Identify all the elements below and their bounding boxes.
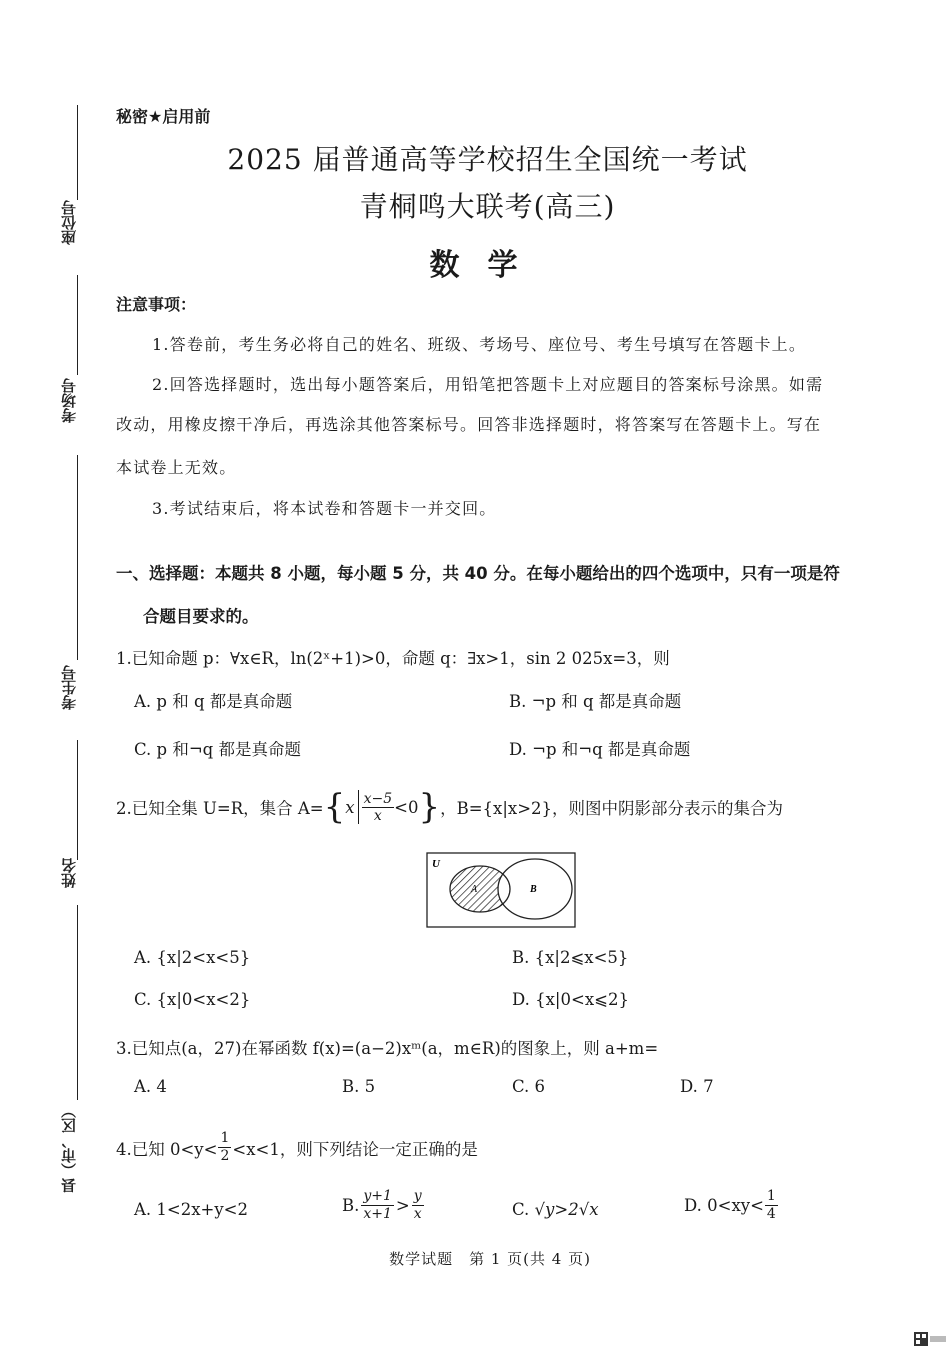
notice-item-1: 1.答卷前，考生务必将自己的姓名、班级、考场号、座位号、考生号填写在答题卡上。 bbox=[152, 335, 807, 354]
section-1-heading-cont: 合题目要求的。 bbox=[143, 607, 259, 626]
venn-label-u: U bbox=[432, 858, 440, 870]
question-4-option-a: A. 1<2x+y<2 bbox=[134, 1200, 249, 1219]
venn-label-b: B bbox=[530, 884, 537, 895]
notice-item-2-line-3: 本试卷上无效。 bbox=[116, 458, 237, 477]
question-2-stem-post: ，B={x|x>2}，则图中阴影部分表示的集合为 bbox=[440, 799, 784, 818]
question-4-stem bbox=[116, 1130, 478, 1165]
option-d-label: D. 0<xy< bbox=[684, 1196, 764, 1215]
fraction bbox=[218, 1130, 231, 1165]
question-3-option-b: B. 5 bbox=[342, 1077, 376, 1096]
venn-diagram bbox=[426, 852, 576, 928]
option-c-expression: √y>2√x bbox=[534, 1200, 599, 1219]
question-3-option-d: D. 7 bbox=[680, 1077, 714, 1096]
question-1-option-a: A. p 和 q 都是真命题 bbox=[134, 692, 293, 711]
right-brace: } bbox=[418, 787, 441, 827]
exam-subtitle: 青桐鸣大联考(高三) bbox=[359, 190, 616, 223]
question-2-option-d: D. {x|0<x⩽2} bbox=[512, 990, 629, 1009]
qr-code-icon bbox=[914, 1332, 946, 1346]
question-2-option-b: B. {x|2⩽x<5} bbox=[512, 948, 629, 967]
question-1-option-c: C. p 和¬q 都是真命题 bbox=[134, 740, 301, 759]
confidential-mark: 秘密★启用前 bbox=[116, 107, 211, 126]
question-4-option-d bbox=[684, 1188, 779, 1223]
fraction-numerator: y+1 bbox=[363, 1188, 392, 1204]
fraction-numerator: 1 bbox=[220, 1130, 230, 1146]
left-brace: { bbox=[323, 787, 346, 827]
fraction-denominator: x bbox=[413, 1206, 422, 1222]
question-1-option-b: B. ¬p 和 q 都是真命题 bbox=[509, 692, 682, 711]
fraction-numerator: x−5 bbox=[363, 790, 393, 807]
fraction-denominator: 4 bbox=[766, 1206, 776, 1222]
question-1-option-d: D. ¬p 和¬q 都是真命题 bbox=[509, 740, 691, 759]
question-4-option-c bbox=[512, 1200, 599, 1219]
question-4-stem-post: <x<1，则下列结论一定正确的是 bbox=[232, 1139, 478, 1159]
set-variable: x bbox=[345, 797, 355, 817]
seat-number-label: 座位号 bbox=[60, 200, 78, 245]
option-b-relation: > bbox=[395, 1196, 410, 1215]
notice-item-3: 3.考试结束后，将本试卷和答题卡一并交回。 bbox=[152, 499, 497, 518]
question-4-option-b bbox=[342, 1188, 426, 1223]
section-1-heading: 一、选择题：本题共 8 小题，每小题 5 分，共 40 分。在每小题给出的四个选项中，只有一项是符 bbox=[116, 564, 840, 583]
question-1-stem: 1.已知命题 p：∀x∈R，ln(2ˣ+1)>0，命题 q：∃x>1，sin 2 025x=3，则 bbox=[116, 649, 670, 668]
notice-item-2-line-1: 2.回答选择题时，选出每小题答案后，用铅笔把答题卡上对应题目的答案标号涂黑。如需 bbox=[152, 375, 824, 394]
exam-room-label: 考场号 bbox=[60, 378, 78, 423]
question-3-option-a: A. 4 bbox=[134, 1077, 167, 1096]
fraction-numerator: y bbox=[413, 1188, 422, 1204]
question-2-stem-pre: 2.已知全集 U=R，集合 A= bbox=[116, 799, 324, 818]
question-4-stem-pre: 4.已知 0<y< bbox=[116, 1139, 218, 1159]
question-2-option-c: C. {x|0<x<2} bbox=[134, 990, 251, 1009]
question-3-stem: 3.已知点(a，27)在幂函数 f(x)=(a−2)xᵐ(a，m∈R)的图象上，则 a+m= bbox=[116, 1039, 659, 1058]
notice-item-2-line-2: 改动，用橡皮擦干净后，再选涂其他答案标号。回答非选择题时，将答案写在答题卡上。写在 bbox=[116, 415, 822, 434]
fraction-denominator: x bbox=[373, 807, 382, 824]
option-b-label: B. bbox=[342, 1196, 360, 1215]
exam-title: 2025 届普通高等学校招生全国统一考试 bbox=[227, 143, 748, 176]
fraction-numerator: 1 bbox=[766, 1188, 776, 1204]
name-label: 姓名 bbox=[60, 858, 78, 888]
question-3-option-c: C. 6 bbox=[512, 1077, 546, 1096]
fraction-denominator: 2 bbox=[220, 1148, 230, 1164]
fraction bbox=[361, 1188, 394, 1223]
venn-label-a: A bbox=[471, 884, 478, 895]
notice-heading: 注意事项： bbox=[116, 295, 197, 314]
fraction bbox=[765, 1188, 778, 1223]
subject-title: 数学 bbox=[429, 248, 546, 283]
question-2-option-a: A. {x|2<x<5} bbox=[134, 948, 251, 967]
set-relation: <0 bbox=[394, 797, 419, 817]
fraction bbox=[362, 791, 395, 824]
page-footer: 数学试题 第 1 页(共 4 页) bbox=[389, 1250, 591, 1268]
fraction bbox=[412, 1188, 424, 1223]
county-label: 县（市、区） bbox=[60, 1103, 78, 1193]
candidate-number-label: 考生号 bbox=[60, 665, 78, 710]
set-bar bbox=[358, 790, 359, 824]
question-2-stem bbox=[116, 787, 784, 827]
option-c-label: C. bbox=[512, 1200, 530, 1219]
fraction-denominator: x+1 bbox=[363, 1206, 392, 1222]
